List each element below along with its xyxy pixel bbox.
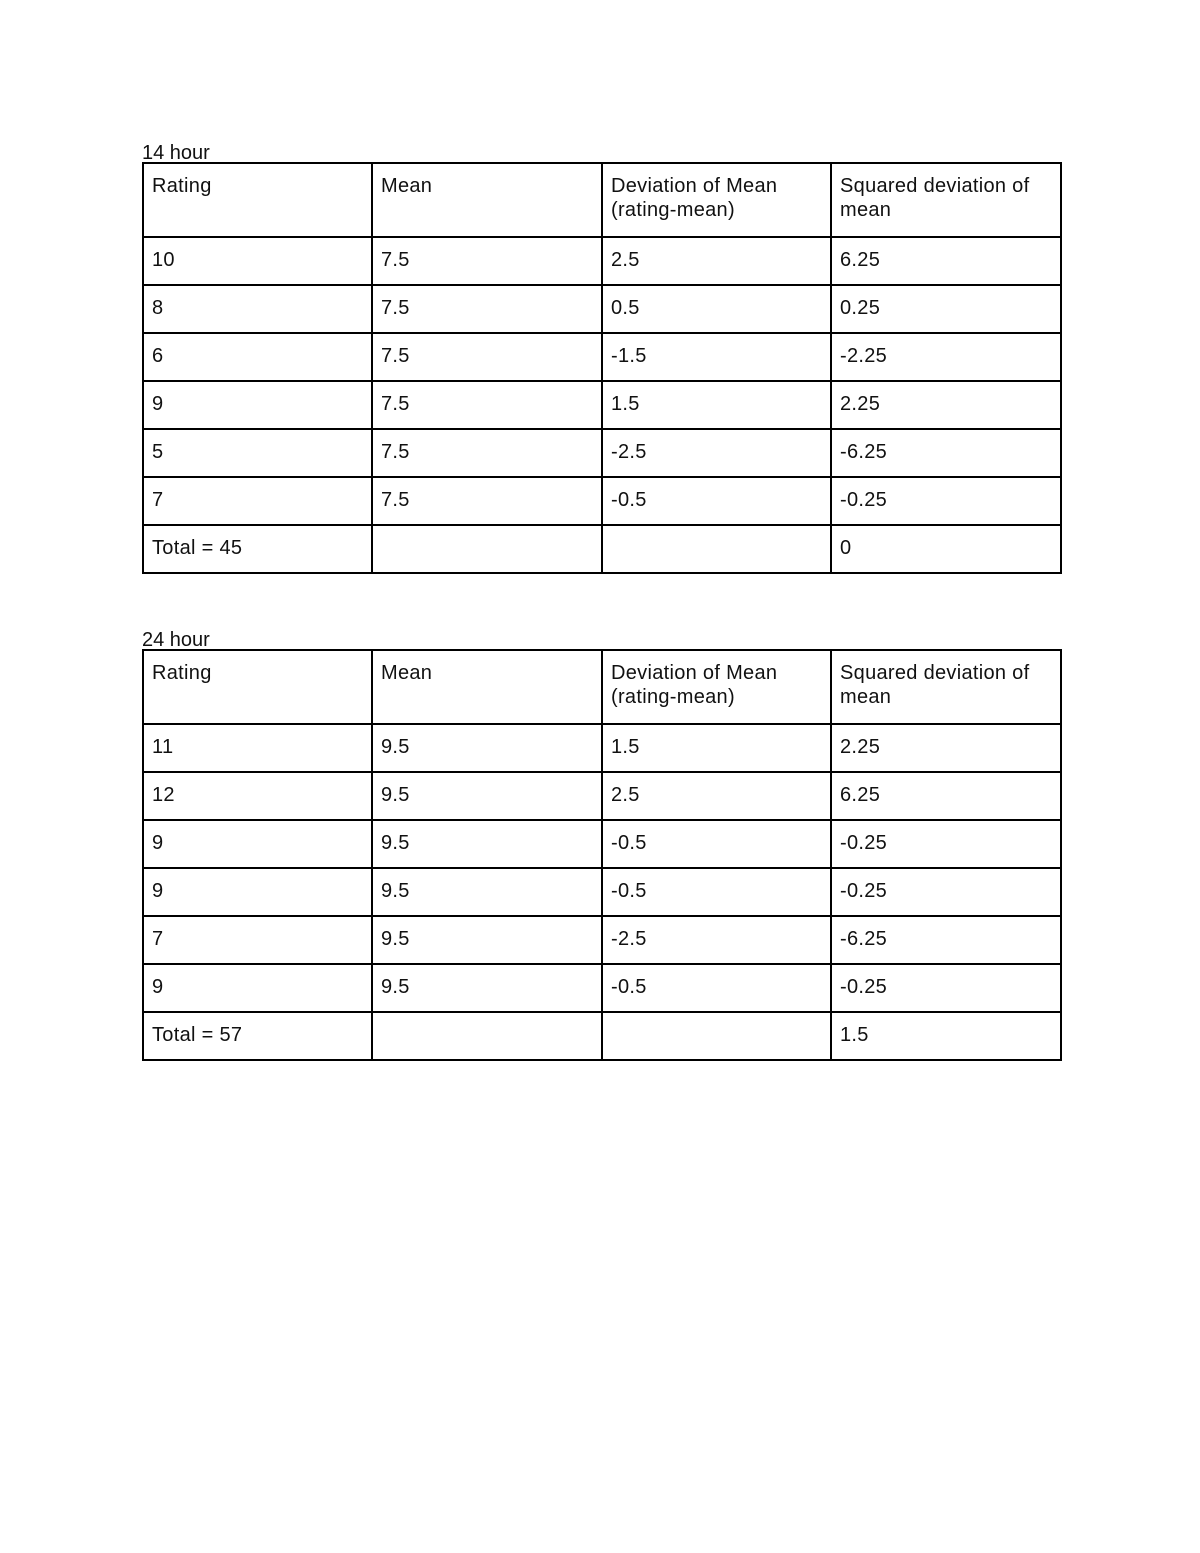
table-header-row (143, 163, 1061, 237)
header-cell-mean: Mean (372, 163, 602, 237)
cell-deviation: -2.5 (602, 916, 831, 964)
header-cell-squared-deviation: Squared deviation of mean (831, 650, 1061, 724)
cell-deviation: 0.5 (602, 285, 831, 333)
cell-rating: 7 (143, 916, 372, 964)
cell-squared-deviation: 2.25 (831, 724, 1061, 772)
cell-rating: 9 (143, 381, 372, 429)
table-row (143, 429, 1061, 477)
cell-rating: 10 (143, 237, 372, 285)
table-row (143, 772, 1061, 820)
table-row (143, 477, 1061, 525)
cell-rating: 9 (143, 820, 372, 868)
table-row (143, 333, 1061, 381)
cell-mean: 9.5 (372, 820, 602, 868)
cell-mean: 9.5 (372, 868, 602, 916)
cell-total-rating: Total = 57 (143, 1012, 372, 1060)
cell-mean: 9.5 (372, 724, 602, 772)
cell-mean: 7.5 (372, 237, 602, 285)
header-cell-rating: Rating (143, 650, 372, 724)
header-cell-mean: Mean (372, 650, 602, 724)
table-row (143, 916, 1061, 964)
cell-rating: 6 (143, 333, 372, 381)
table-row (143, 381, 1061, 429)
cell-deviation: -2.5 (602, 429, 831, 477)
cell-squared-deviation: 6.25 (831, 772, 1061, 820)
cell-mean: 7.5 (372, 477, 602, 525)
cell-rating: 8 (143, 285, 372, 333)
cell-total-squared-deviation: 0 (831, 525, 1061, 573)
cell-rating: 12 (143, 772, 372, 820)
table-row (143, 237, 1061, 285)
table-row (143, 285, 1061, 333)
table-title: 24 hour (142, 629, 210, 651)
cell-deviation: 2.5 (602, 237, 831, 285)
cell-mean: 9.5 (372, 964, 602, 1012)
cell-squared-deviation: -6.25 (831, 916, 1061, 964)
cell-squared-deviation: -0.25 (831, 477, 1061, 525)
cell-squared-deviation: -0.25 (831, 868, 1061, 916)
cell-deviation (602, 1012, 831, 1060)
cell-mean: 7.5 (372, 429, 602, 477)
table-row (143, 724, 1061, 772)
cell-squared-deviation: 6.25 (831, 237, 1061, 285)
header-cell-deviation: Deviation of Mean (rating-mean) (602, 650, 831, 724)
table-row (143, 868, 1061, 916)
cell-deviation: 2.5 (602, 772, 831, 820)
table-row (143, 964, 1061, 1012)
cell-deviation: -0.5 (602, 964, 831, 1012)
table-header-row (143, 650, 1061, 724)
cell-squared-deviation: 0.25 (831, 285, 1061, 333)
cell-squared-deviation: -0.25 (831, 820, 1061, 868)
cell-mean: 9.5 (372, 772, 602, 820)
ratings-table-14-hour (142, 162, 1062, 574)
cell-deviation: -0.5 (602, 820, 831, 868)
header-cell-rating: Rating (143, 163, 372, 237)
header-cell-deviation: Deviation of Mean (rating-mean) (602, 163, 831, 237)
cell-deviation: -1.5 (602, 333, 831, 381)
cell-mean: 7.5 (372, 333, 602, 381)
cell-rating: 7 (143, 477, 372, 525)
cell-deviation: 1.5 (602, 381, 831, 429)
cell-squared-deviation: 2.25 (831, 381, 1061, 429)
cell-deviation (602, 525, 831, 573)
cell-rating: 9 (143, 964, 372, 1012)
cell-total-squared-deviation: 1.5 (831, 1012, 1061, 1060)
cell-squared-deviation: -6.25 (831, 429, 1061, 477)
cell-deviation: -0.5 (602, 477, 831, 525)
table-section-14-hour (142, 143, 1060, 574)
cell-squared-deviation: -2.25 (831, 333, 1061, 381)
cell-deviation: -0.5 (602, 868, 831, 916)
table-row (143, 820, 1061, 868)
cell-mean: 7.5 (372, 285, 602, 333)
cell-rating: 11 (143, 724, 372, 772)
header-cell-squared-deviation: Squared deviation of mean (831, 163, 1061, 237)
cell-mean (372, 1012, 602, 1060)
cell-mean: 9.5 (372, 916, 602, 964)
table-total-row (143, 1012, 1061, 1060)
table-section-24-hour (142, 630, 1060, 1061)
table-title: 14 hour (142, 142, 210, 164)
cell-mean: 7.5 (372, 381, 602, 429)
cell-deviation: 1.5 (602, 724, 831, 772)
table-total-row (143, 525, 1061, 573)
ratings-table-24-hour (142, 649, 1062, 1061)
cell-rating: 5 (143, 429, 372, 477)
cell-total-rating: Total = 45 (143, 525, 372, 573)
cell-rating: 9 (143, 868, 372, 916)
cell-squared-deviation: -0.25 (831, 964, 1061, 1012)
cell-mean (372, 525, 602, 573)
